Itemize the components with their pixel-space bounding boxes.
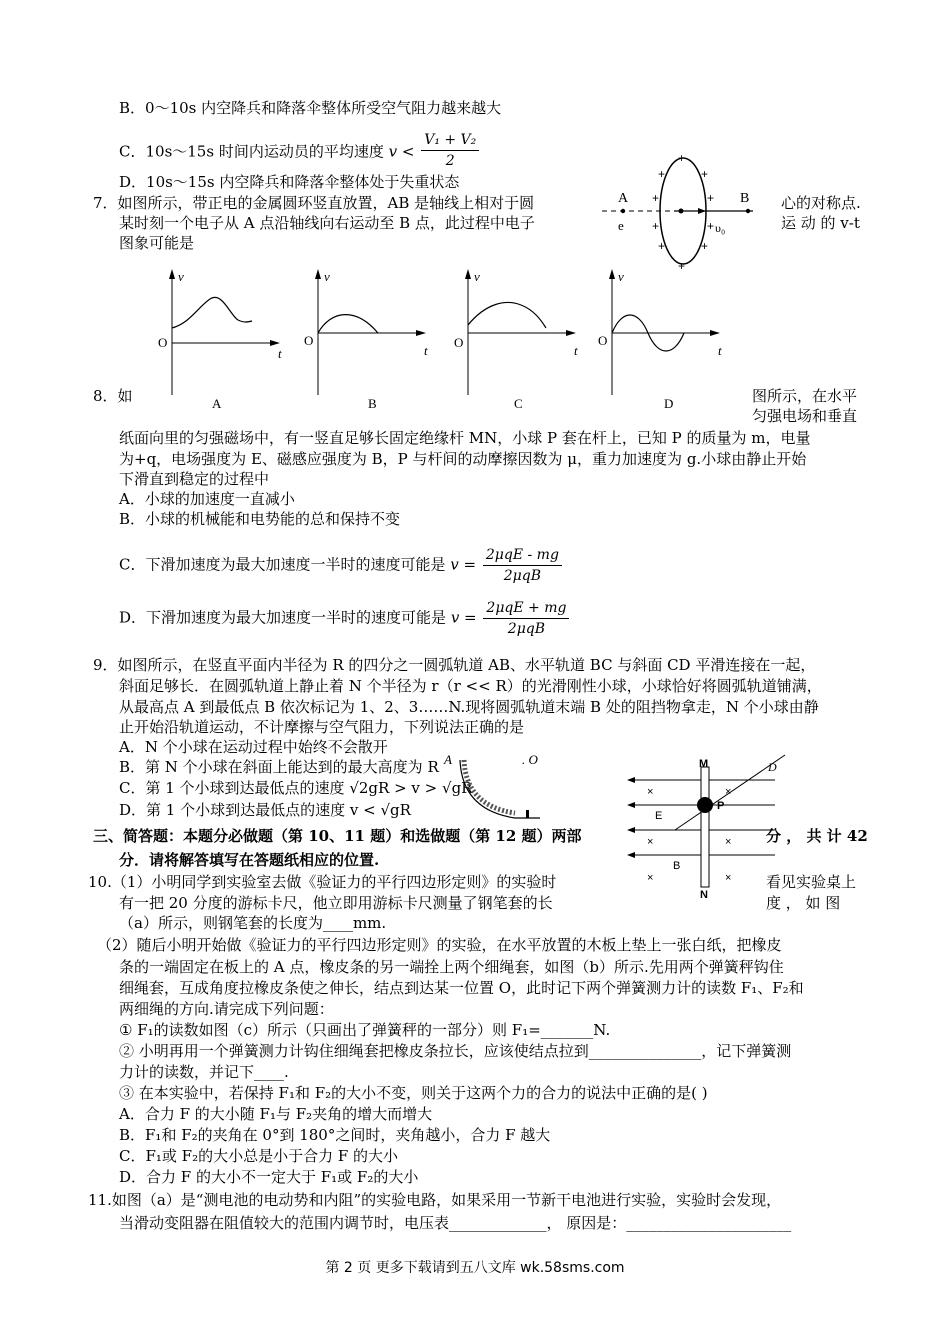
- ring-plus: +: [707, 191, 715, 205]
- ring-label-e: e: [618, 218, 624, 233]
- q10-option-c: C．F₁或 F₂的大小总是小于合力 F 的大小: [119, 1147, 399, 1165]
- q11-line-2: 当滑动变阻器在阻值较大的范围内调节时，电压表_____________， 原因是：______________________: [119, 1214, 792, 1232]
- graph-d-v-label: v: [618, 269, 624, 284]
- q7-ring-figure: [598, 150, 773, 275]
- ring-plus: +: [658, 239, 666, 253]
- graph-c-t-label: t: [574, 343, 578, 358]
- q7-line-3: 图象可能是: [119, 234, 195, 252]
- ring-plus: +: [652, 191, 660, 205]
- graph-d-t-label: t: [718, 343, 722, 358]
- section-3-line-1-right: 分 ， 共 计 42: [766, 827, 868, 845]
- graph-a-label: A: [212, 396, 222, 411]
- q8-line-4: 为+q，电场强度为 E、磁感应强度为 B，P 与杆间的动摩擦因数为 μ，重力加速度为 g.小球由静止开始: [119, 450, 807, 468]
- graph-a-v-label: v: [178, 269, 184, 284]
- q8-right-1: 图所示，在水平: [752, 387, 858, 405]
- q8-c-denominator: 2μqB: [503, 568, 542, 584]
- q8-fig-cross: ×: [725, 872, 732, 884]
- q9-line-4: 止开始沿轨道运动，不计摩擦与空气阻力，下列说法正确的是: [119, 718, 525, 736]
- graph-a-t-label: t: [278, 346, 282, 361]
- q8-option-d-fraction: [483, 598, 569, 639]
- ring-plus: +: [701, 167, 709, 181]
- q10-option-b: B．F₁和 F₂的夹角在 0°到 180°之间时，夹角越小，合力 F 越大: [119, 1126, 551, 1144]
- ring-plus: +: [652, 219, 660, 233]
- vt-graph-a: [150, 265, 300, 415]
- q9-line-2: 斜面足够长．在圆弧轨道上静止着 N 个半径为 r（r << R）的光滑刚性小球，小球恰好将圆弧轨道铺满，: [119, 677, 822, 695]
- graph-d-label: D: [664, 396, 674, 411]
- graph-c-v-label: v: [474, 269, 480, 284]
- q8-fig-cross: ×: [647, 872, 654, 884]
- q7-line-2-right: 运 动 的 v-t: [781, 214, 860, 232]
- q7-line-1: 7．如图所示，带正电的金属圆环竖直放置，AB 是轴线上相对于圆: [93, 194, 535, 212]
- q6-option-c-fraction: [421, 130, 479, 171]
- q8-fig-cross: ×: [725, 836, 732, 848]
- graph-c-label: C: [514, 396, 523, 411]
- q8-line-5: 下滑直到稳定的过程中: [119, 470, 270, 488]
- q10-p2-line-1: （2）随后小明开始做《验证力的平行四边形定则》的实验，在水平放置的木板上垫上一张白纸，把橡皮: [97, 936, 782, 954]
- q8-fig-label-b: B: [673, 860, 681, 872]
- ring-label-v0: υ₀: [715, 221, 726, 235]
- q6-option-b: B．0～10s 内空降兵和降落伞整体所受空气阻力越来越大: [119, 99, 502, 117]
- q10-p1-line-2: 有一把 20 分度的游标卡尺，他立即用游标卡尺测量了钢笔套的长: [119, 894, 553, 912]
- ring-plus: +: [707, 219, 715, 233]
- q8-fig-label-p: P: [717, 800, 725, 812]
- q10-p2-line-2: 条的一端固定在板上的 A 点，橡皮条的另一端拴上两个细绳套，如图（b）所示.先用两个弹簧秤钩住: [119, 958, 784, 976]
- graph-b-t-label: t: [424, 343, 428, 358]
- vt-graph-b: [296, 265, 446, 415]
- q8-fig-label-e: E: [655, 810, 663, 822]
- q10-p1-line-3: （a）所示，则钢笔套的长度为____mm.: [119, 914, 387, 932]
- q8-fig-cross: ×: [647, 836, 654, 848]
- q8-line-3: 纸面向里的匀强磁场中，有一竖直足够长固定绝缘杆 MN，小球 P 套在杆上，已知 P 的质量为 m，电量: [119, 429, 811, 447]
- q8-c-numerator: 2μqE - mg: [483, 545, 562, 566]
- q8-option-c: [119, 545, 564, 586]
- q8-option-c-text: C．下滑加速度为最大加速度一半时的速度可能是: [119, 555, 446, 574]
- q10-p1-line-1-right: 看见实验桌上: [766, 873, 857, 891]
- ring-label-b: B: [740, 191, 750, 206]
- page-footer: 第 2 页 更多下载请到五八文库 wk.58sms.com: [325, 1260, 625, 1276]
- ring-plus: +: [701, 239, 709, 253]
- q10-p2-line-3: 细绳套，互成角度拉橡皮条使之伸长，结点到达某一位置 O，此时记下两个弹簧测力计的读数 F₁、F₂和: [119, 979, 804, 997]
- q10-subquestion-3: ③ 在本实验中，若保持 F₁和 F₂的大小不变，则关于这两个力的合力的说法中正确的是( ): [119, 1084, 708, 1102]
- q10-option-d: D．合力 F 的大小不一定大于 F₁或 F₂的大小: [119, 1168, 419, 1186]
- q8-option-d-lhs: v =: [450, 608, 477, 627]
- q9-option-d: D．第 1 个小球到达最低点的速度 v < √gR: [119, 801, 411, 819]
- q7-line-1-right: 心的对称点.: [781, 194, 861, 212]
- graph-a-origin: O: [158, 335, 168, 350]
- q8-option-d: [119, 598, 571, 639]
- graph-b-label: B: [368, 396, 377, 411]
- q10-subquestion-1: ① F₁的读数如图（c）所示（只画出了弹簧秤的一部分）则 F₁=_______N.: [119, 1021, 611, 1039]
- q9-option-b: B．第 N 个小球在斜面上能达到的最大高度为 R: [119, 758, 439, 776]
- q6-option-c: [119, 132, 481, 173]
- q10-p2-line-4: 两细绳的方向.请完成下列问题：: [119, 1000, 334, 1018]
- q10-subquestion-2-line-2: 力计的读数，并记下____.: [119, 1063, 289, 1081]
- q9-fig-label-o: . O: [522, 752, 538, 767]
- q8-option-c-lhs: v =: [450, 555, 477, 574]
- vt-graph-d: [590, 265, 740, 415]
- q8-option-c-fraction: [483, 545, 562, 586]
- q8-right-2: 匀强电场和垂直: [752, 407, 858, 425]
- q8-option-a: A．小球的加速度一直减小: [119, 490, 295, 508]
- ring-plus: +: [658, 167, 666, 181]
- q6-option-c-lhs: v <: [388, 142, 415, 161]
- q8-option-b: B．小球的机械能和电势能的总和保持不变: [119, 510, 401, 528]
- q9-line-3: 从最高点 A 到最低点 B 依次标记为 1、2、3……N.现将圆弧轨道末端 B 处的阻挡物拿走，N 个小球由静: [119, 698, 819, 716]
- q9-fig-label-d: D: [768, 760, 777, 774]
- q10-p1-line-1: 10.（1）小明同学到实验室去做《验证力的平行四边形定则》的实验时: [88, 873, 557, 891]
- graph-d-origin: O: [598, 333, 608, 348]
- q8-d-numerator: 2μqE + mg: [483, 598, 569, 619]
- q7-line-2: 某时刻一个电子从 A 点沿轴线向右运动至 B 点，此过程中电子: [119, 214, 535, 232]
- section-3-line-1: 三、简答题：本题分必做题（第 10、11 题）和选做题（第 12 题）两部: [93, 827, 582, 845]
- q6-fraction-denominator: 2: [445, 153, 455, 169]
- q10-p1-line-2-right: 度 ， 如 图: [766, 894, 841, 912]
- q9-track-figure: [440, 750, 550, 830]
- q8-d-denominator: 2μqB: [507, 621, 546, 637]
- ring-plus: +: [678, 151, 686, 165]
- q9-option-c: C．第 1 个小球到达最低点的速度 √2gR > v > √gR: [119, 779, 473, 797]
- q8-fig-label-n: N: [700, 889, 708, 901]
- graph-c-origin: O: [454, 335, 464, 350]
- q8-fig-cross: ×: [647, 786, 654, 798]
- q10-option-a: A．合力 F 的大小随 F₁与 F₂夹角的增大而增大: [119, 1105, 433, 1123]
- ring-plus: +: [678, 259, 686, 273]
- q11-line-1: 11.如图（a）是“测电池的电动势和内阻”的实验电路，如果采用一节新干电池进行实验，实验时会发现，: [88, 1191, 782, 1209]
- q8-fig-cross: ×: [725, 786, 732, 798]
- graph-b-origin: O: [304, 333, 314, 348]
- q8-fig-label-m: M: [699, 758, 709, 770]
- q6-option-c-text: C．10s～15s 时间内运动员的平均速度: [119, 142, 384, 161]
- q9-line-1: 9．如图所示，在竖直平面内半径为 R 的四分之一圆弧轨道 AB、水平轨道 BC 与斜面 CD 平滑连接在一起，: [93, 656, 816, 674]
- q10-subquestion-2-line-1: ② 小明再用一个弹簧测力计钩住细绳套把橡皮条拉长，应该使结点拉到_______________，记下弹簧测: [119, 1042, 792, 1060]
- ring-label-a: A: [618, 191, 629, 206]
- graph-b-v-label: v: [324, 269, 330, 284]
- q6-option-d: D．10s～15s 内空降兵和降落伞整体处于失重状态: [119, 173, 460, 191]
- q8-option-d-text: D．下滑加速度为最大加速度一半时的速度可能是: [119, 608, 447, 627]
- q6-fraction-numerator: V₁ + V₂: [421, 130, 479, 151]
- q9-option-a: A．N 个小球在运动过程中始终不会散开: [119, 738, 388, 756]
- vt-graph-c: [446, 265, 596, 415]
- section-3-line-2: 分．请将解答填写在答题纸相应的位置.: [119, 851, 380, 869]
- q9-fig-label-a: A: [444, 752, 452, 767]
- q8-number: 8．如: [93, 387, 133, 405]
